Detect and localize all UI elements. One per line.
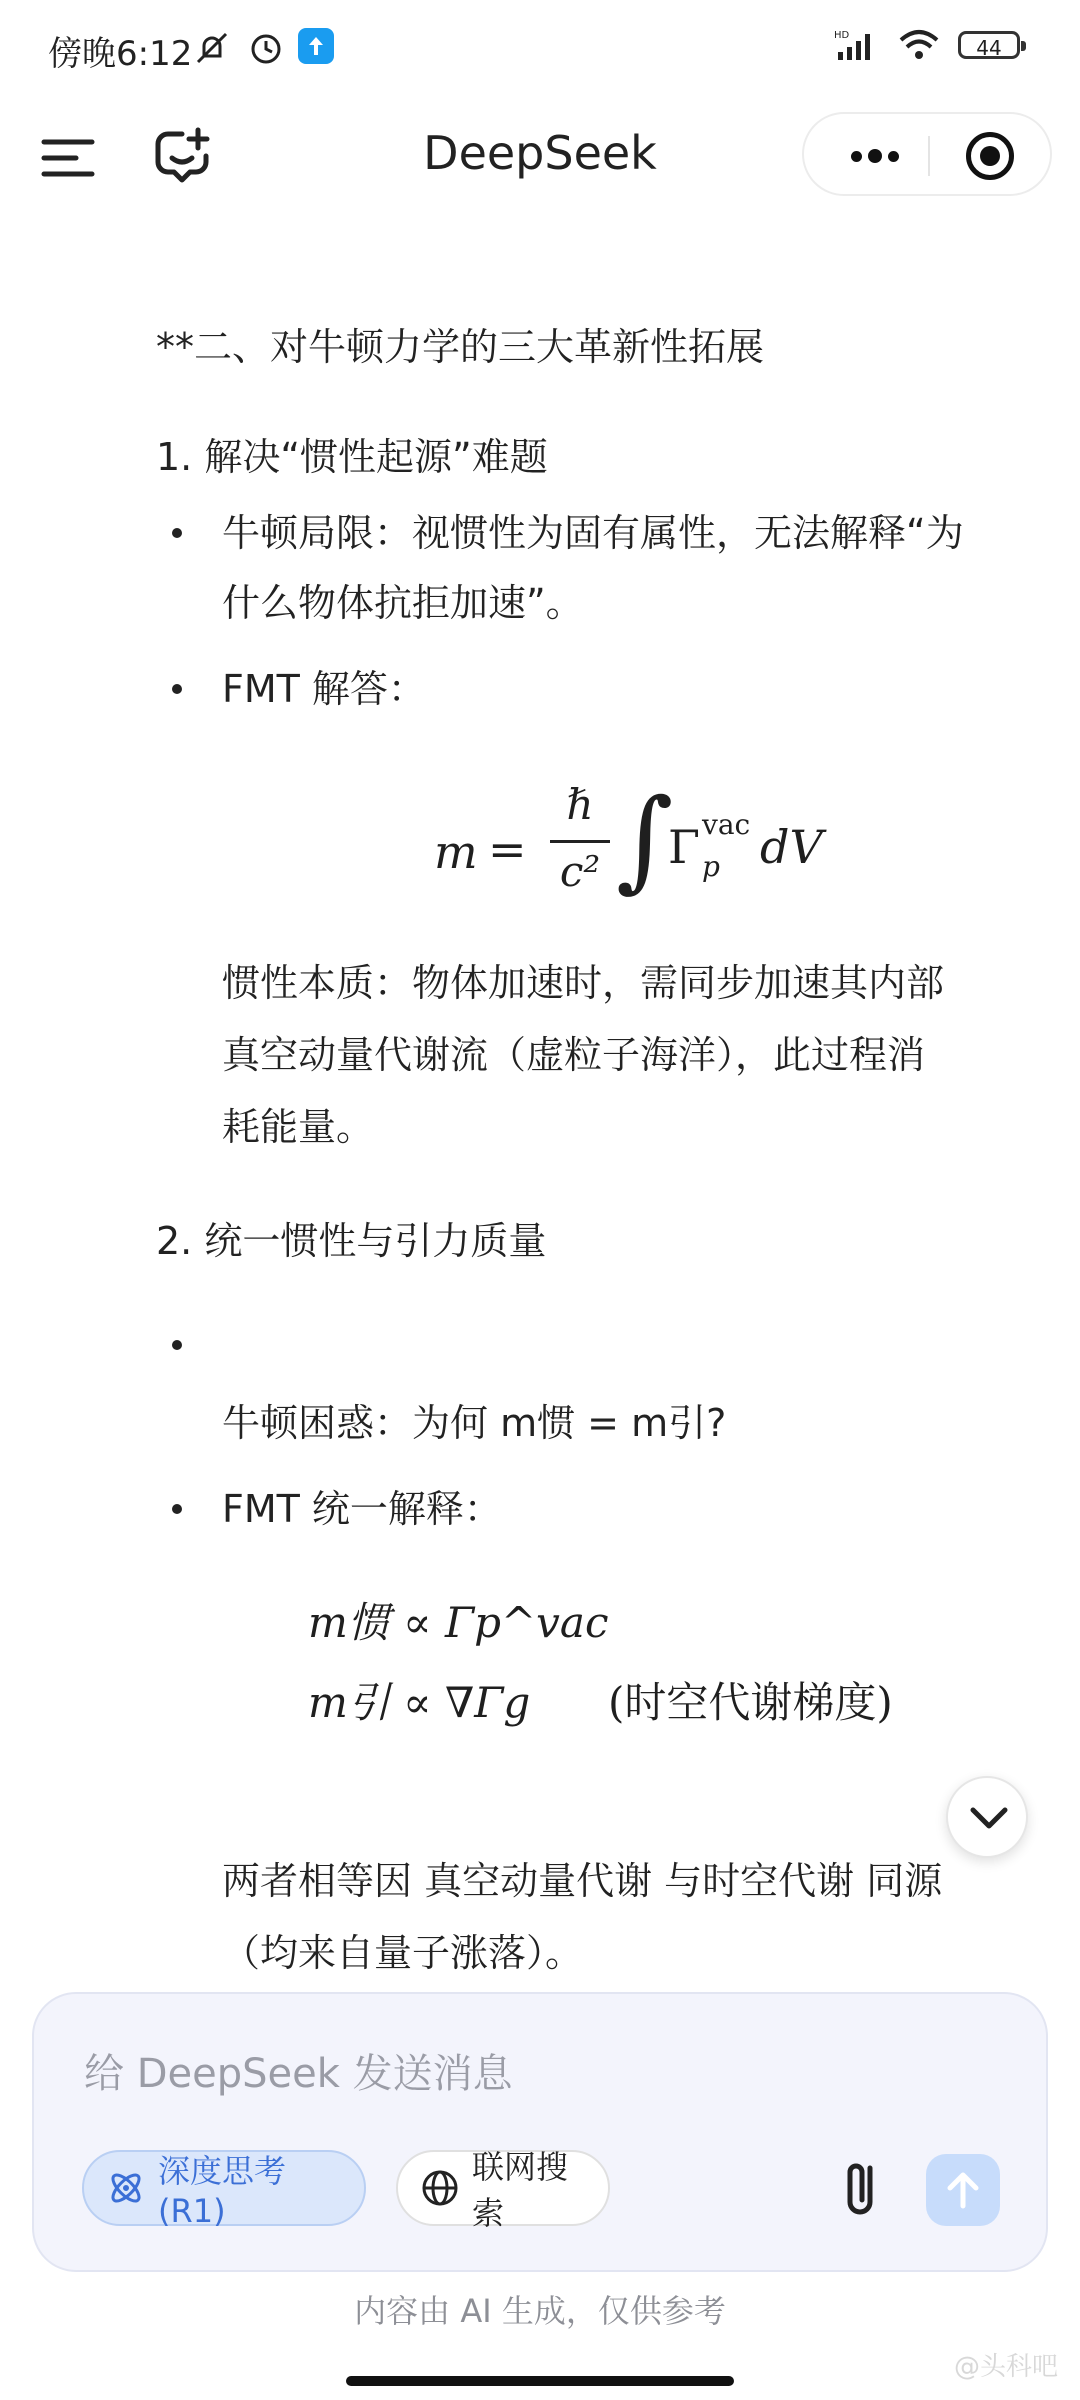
item2-explain-line1: 两者相等因 真空动量代谢 与时空代谢 同源 (222, 1859, 943, 1903)
mass-unification-formula (308, 1590, 1008, 1760)
item1-explain-line3: 耗能量。 (222, 1105, 375, 1149)
formula-fraction (550, 780, 610, 896)
item1-heading: 1. 解决“惯性起源”难题 (156, 435, 548, 479)
message-input[interactable]: 给 DeepSeek 发送消息 (84, 2051, 513, 2097)
wifi-icon (898, 28, 940, 62)
capsule-divider (928, 136, 930, 176)
fraction-bar (550, 840, 610, 843)
formula-line1: m惯 ∝ Γp^vac (308, 1598, 609, 1647)
mini-program-capsule (802, 112, 1052, 196)
formula-numerator: ℏ (566, 780, 594, 829)
signal-icon (834, 28, 880, 62)
integral-sign: ∫ (616, 775, 674, 903)
section-heading: **二、对牛顿力学的三大革新性拓展 (156, 325, 765, 369)
send-button[interactable] (926, 2154, 1000, 2226)
item2-bullet2: FMT 统一解释： (222, 1487, 502, 1531)
more-icon[interactable] (840, 134, 910, 178)
item2-bullet1: 牛顿困惑：为何 m惯 = m引? (222, 1401, 727, 1445)
item1-explain-line1: 惯性本质：物体加速时，需同步加速其内部 (222, 961, 945, 1005)
formula-symbol: = (488, 822, 527, 876)
web-search-label: 联网搜索 (472, 2148, 569, 2232)
status-bar (0, 0, 1080, 100)
target-icon[interactable] (966, 132, 1014, 180)
mute-icon (192, 28, 232, 68)
formula-denominator: c² (559, 847, 601, 896)
formula-symbol: Γ (668, 820, 700, 874)
arrow-up-icon (945, 2170, 981, 2210)
app-header (0, 100, 1080, 210)
chevron-down-icon (969, 1802, 1009, 1836)
bullet-dot (172, 1504, 182, 1514)
formula-line2-note: (时空代谢梯度) (608, 1678, 893, 1727)
scroll-to-bottom-button[interactable] (946, 1776, 1028, 1858)
alarm-icon (246, 28, 286, 68)
web-search-toggle[interactable] (396, 2148, 610, 2232)
bullet-dot (172, 684, 182, 694)
formula-symbol: m (434, 825, 478, 879)
item1-bullet2: FMT 解答： (222, 667, 426, 711)
ai-disclaimer: 内容由 AI 生成，仅供参考 (354, 2292, 726, 2330)
deep-think-label: 深度思考 (R1) (158, 2152, 287, 2230)
status-time: 傍晚6:12 (48, 34, 193, 74)
formula-symbol: dV (760, 820, 823, 874)
message-composer[interactable] (32, 1992, 1048, 2272)
bullet-dot (172, 1340, 182, 1350)
watermark: @头科吧 (953, 2352, 1058, 2382)
home-gesture-bar[interactable] (346, 2376, 734, 2386)
inertia-mass-formula (434, 770, 854, 920)
bullet-dot (172, 528, 182, 538)
app-title: DeepSeek (423, 126, 657, 180)
deep-think-toggle[interactable] (82, 2150, 366, 2230)
paperclip-icon[interactable] (830, 2154, 894, 2224)
formula-line2: m引 ∝ ∇Γg (308, 1678, 531, 1727)
item1-explain-line2: 真空动量代谢流（虚粒子海洋），此过程消 (222, 1033, 926, 1077)
item1-bullet1-line1: 牛顿局限：视惯性为固有属性，无法解释“为 (222, 511, 964, 555)
upload-app-icon (298, 28, 334, 64)
svg-text:HD: HD (834, 30, 850, 41)
item2-explain-line2: （均来自量子涨落）。 (222, 1931, 584, 1975)
atom-icon (106, 2168, 146, 2208)
item1-bullet1-line2: 什么物体抗拒加速”。 (222, 581, 584, 625)
item2-heading: 2. 统一惯性与引力质量 (156, 1219, 547, 1263)
formula-subscript: p (702, 850, 720, 883)
battery-indicator: 44 (958, 31, 1020, 59)
globe-icon (420, 2168, 460, 2208)
formula-superscript: vac (702, 808, 751, 841)
